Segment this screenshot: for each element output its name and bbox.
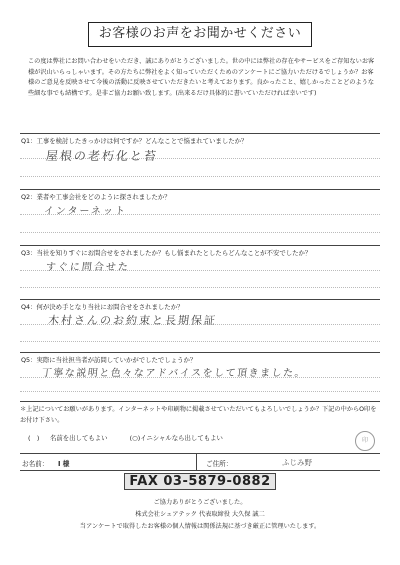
question-5-answer: 丁寧な説明と色々なアドバイスをして頂きました。 [41, 368, 307, 379]
consent-options [28, 433, 223, 442]
question-2-label: Q2：業者や工事会社をどのように探されましたか？ [21, 193, 171, 201]
question-4-answer: 木村さんのお約束と長期保証 [47, 314, 218, 327]
address-value: ふじみ野 [282, 458, 312, 467]
initial-ok-checkbox[interactable]: (○) [129, 434, 141, 442]
ruled-line [20, 391, 380, 392]
initial-ok-label: イニシャルなら出してもよい [140, 434, 223, 442]
ruled-line [20, 176, 380, 177]
name-ok-checkbox[interactable]: ( ) [28, 434, 40, 442]
fax-number: FAX 03-5879-0882 [124, 473, 276, 490]
footer-privacy: 当アンケートで取得したお客様の個人情報は関係法規に基づき厳正に管理いたします。 [79, 523, 321, 530]
name-ok-label: 名前を出してもよい [50, 434, 108, 442]
customer-info-row [20, 453, 380, 471]
seal-stamp: 印 [355, 431, 375, 451]
name-value: I 様 [58, 460, 70, 468]
question-3-answer: すぐに問合せた [45, 262, 131, 273]
question-2-answer: インターネット [43, 206, 128, 217]
footer-thanks: ご協力ありがとうございました。 [153, 499, 247, 506]
selected-mark: ○ [132, 434, 138, 442]
question-1-answer: 屋根の老朽化と苔 [45, 149, 159, 163]
question-3-label: Q3：当社を知りすぐにお問合せをされましたか？もし悩まれたとしたらどんなことが不安でしたか？ [21, 249, 312, 257]
intro-text: この度は弊社にお問い合わせをいただき、誠にありがとうございました。世の中には弊社の存在やサービスをご存知ないお客様が沢山いらっしゃいます。その方たちに弊社をよく知っていただくためのアンケートにご協力いただけるでしょうか？お客様のご意見を反映させて今後の活動に反映させていただきたいと考えております。良かったこと、嬉しかったことどのような些細な事でも結構です。是非ご協力お願い致します。(出来るだけ具体的に書いていただければ幸いです) [28, 58, 375, 97]
question-1 [20, 133, 380, 189]
question-5 [20, 352, 380, 402]
question-4-label: Q4：何が決め手となり当社にお問合せをされましたか？ [21, 303, 184, 311]
footer-company: 株式会社シェアテック 代表取締役 大久保 誠二 [135, 511, 265, 518]
publication-consent-text: ＊上記についてお願いがあります。インターネットや印刷物に掲載させていただいてもよろしいでしょうか？下記の中からO印をお付け下さい。 [20, 406, 377, 424]
question-5-label: Q5：実際に当社担当者が訪問していかがでしたでしょうか？ [21, 356, 197, 364]
ruled-line [20, 287, 380, 288]
question-1-label: Q1：工事を検討したきっかけは何ですか？どんなことで悩まれていましたか？ [21, 137, 248, 145]
name-label: お名前： [22, 460, 49, 468]
ruled-line [20, 232, 380, 233]
page-title: お客様のお声をお聞かせください [88, 22, 312, 47]
question-3 [20, 245, 380, 299]
question-2 [20, 189, 380, 245]
question-4 [20, 299, 380, 352]
row-divider [196, 454, 197, 470]
address-label: ご住所： [206, 460, 233, 468]
ruled-line [20, 341, 380, 342]
